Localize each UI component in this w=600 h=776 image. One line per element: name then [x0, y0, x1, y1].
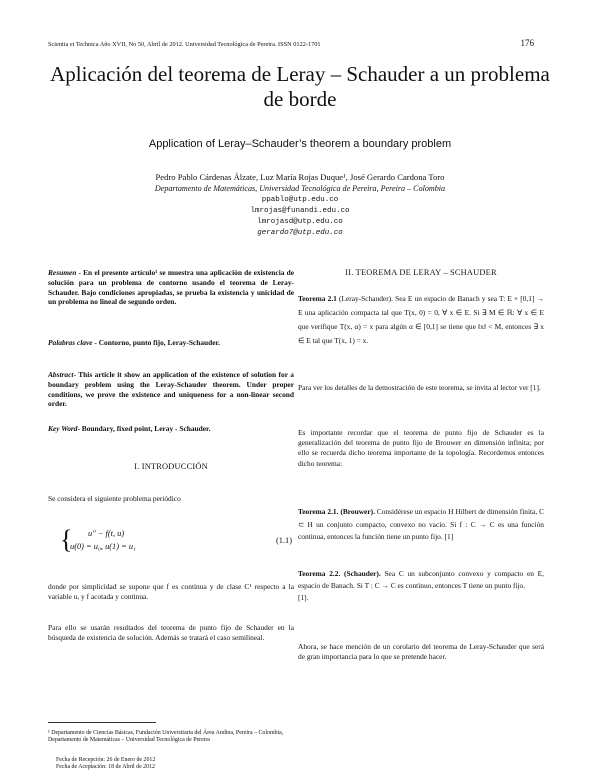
equation-line-2: u(0) = u₀, u(1) = u₁: [70, 542, 136, 551]
theorem-text: (Leray-Schauder). Sea E un espacio de Banach y sea T: E × [0,1] → E una aplicación compacta tal que T(x, 0) = 0, ∀ x ∈ E. Si ∃ M ∈ ℝ: ∀ x ∈ E que verifique T(x, α) = x para algún α ∈ [0,1] se tiene que ‖x‖ < M, entonces ∃ x ∈ E tal que T(x, 1) = x.: [298, 294, 544, 345]
intro-paragraph-1: donde por simplicidad se supone que f es continua y de clase C¹ respecto a la variable u, y f acotada y continua.: [48, 582, 294, 601]
received-date: Fecha de Recepción: 26 de Enero de 2012: [56, 757, 156, 763]
publication-dates: [56, 757, 155, 772]
authors: Pedro Pablo Cárdenas Álzate, Luz María Rojas Duque¹, José Gerardo Cardona Toro: [155, 172, 445, 182]
key-word-label: Key Word: [48, 424, 78, 433]
paragraph-details: Para ver los detalles de la demostración de este teorema, se invita al lector ver [1].: [298, 383, 541, 392]
abstract-text: - This article it show an application of the existence of solution for a boundary problem using the Leray-Schauder theorem. Under proper conditions, we prove the existence and uniqueness for a non-linear second order.: [48, 370, 294, 409]
footnote: ¹ Departamento de Ciencias Básicas, Fundación Universitaria del Área Andina, Pereira – Colombia, Departamento de Matemáticas – Universidad Tecnológica de Pereira: [48, 730, 284, 744]
accepted-date: Fecha de Aceptación: 18 de Abril de 2012: [56, 764, 155, 771]
english-title: Application of Leray–Schauder’s theorem a boundary problem: [148, 138, 452, 150]
resumen-text: - En el presente artículo¹ se muestra una aplicación de existencia de solución para un problema de contorno usando el teorema de Leray-Schauder. Bajo condiciones apropiadas, se prueba la existencia y unicidad de un problema no lineal de segundo orden.: [48, 268, 294, 307]
affiliation: Departamento de Matemáticas, Universidad Tecnológica de Pereira, Pereira – Colombia: [154, 184, 446, 193]
section-heading-intro: I. INTRODUCCIÓN: [134, 462, 208, 471]
paragraph-brouwer-intro: Es importante recordar que el teorema de punto fijo de Schauder es la generalización del teorema de punto fijo de Brouwer en dimensión infinita; por ello se recuerda dicho teorema importante de la topología. Recordemos entonces dicho teorema:: [298, 428, 544, 468]
theorem-label: Teorema 2.2. (Schauder).: [298, 569, 381, 578]
resumen: [48, 268, 294, 307]
equation-line-1: u″ − f(t, u): [88, 529, 125, 538]
abstract: [48, 370, 294, 409]
section-heading-leray-schauder: II. TEOREMA DE LERAY – SCHAUDER: [345, 268, 497, 277]
running-head: Scientia et Technica Año XVII, No 50, Abril de 2012. Universidad Tecnológica de Pereira. ISSN 0122-1701: [48, 41, 321, 48]
theorem-text: Sea C un subconjunto convexo y compacto en E, espacio de Banach. Si T : C → C es continuo, entonces T tiene un punto fijo.: [298, 569, 544, 590]
brace: {: [60, 525, 73, 554]
intro-sentence: Se considera el siguiente problema periódico: [48, 494, 181, 503]
key-word-text: - Boundary, fixed point, Leray - Schauder.: [77, 424, 211, 433]
page-number: 176: [520, 38, 534, 48]
intro-paragraph-2: Para ello se usarán resultados del teorema de punto fijo de Schauder en la búsqueda de existencia de solución. Además se tratará el caso semilineal.: [48, 623, 294, 642]
email[interactable]: lmrojasd@utp.edu.co: [257, 218, 343, 226]
theorem-brouwer: [298, 506, 544, 544]
paper-title: Aplicación del teorema de Leray – Schauder a un problema de borde: [50, 62, 550, 111]
palabras-clave: [48, 338, 294, 348]
theorem-label: Teorema 2.1: [298, 294, 337, 303]
equation-1-1: [60, 525, 292, 558]
author-emails: [40, 195, 560, 239]
theorem-label: Teorema 2.1. (Brouwer).: [298, 507, 375, 516]
email[interactable]: lmrojas@funandi.edu.co: [250, 207, 350, 215]
theorem-2-1: [298, 292, 544, 348]
keywords-text: - Contorno, punto fijo, Leray-Schauder.: [92, 338, 220, 347]
theorem-reference: [1].: [298, 593, 309, 602]
theorem-schauder: [298, 568, 544, 604]
email[interactable]: gerardo7@utp.edu.co: [257, 229, 343, 237]
resumen-label: Resumen: [48, 268, 77, 277]
abstract-label: Abstract: [48, 370, 74, 379]
equation-number: (1.1): [275, 536, 292, 545]
theorem-text: Considérese un espacio H Hilbert de dimensión finita, C ⊂ H un conjunto compacto, convexo no vacío. Si f : C → C es una función continua, entonces la función tiene un punto fijo. [1]: [298, 507, 544, 541]
key-words: [48, 424, 294, 434]
footnote-divider: [48, 722, 156, 723]
keywords-label: Palabras clave: [48, 338, 93, 347]
email[interactable]: ppablo@utp.edu.co: [261, 196, 339, 204]
paragraph-corollary: Ahora, se hace mención de un corolario del teorema de Leray-Schauder que será de gran importancia para lo que se pretende hacer.: [298, 642, 544, 662]
